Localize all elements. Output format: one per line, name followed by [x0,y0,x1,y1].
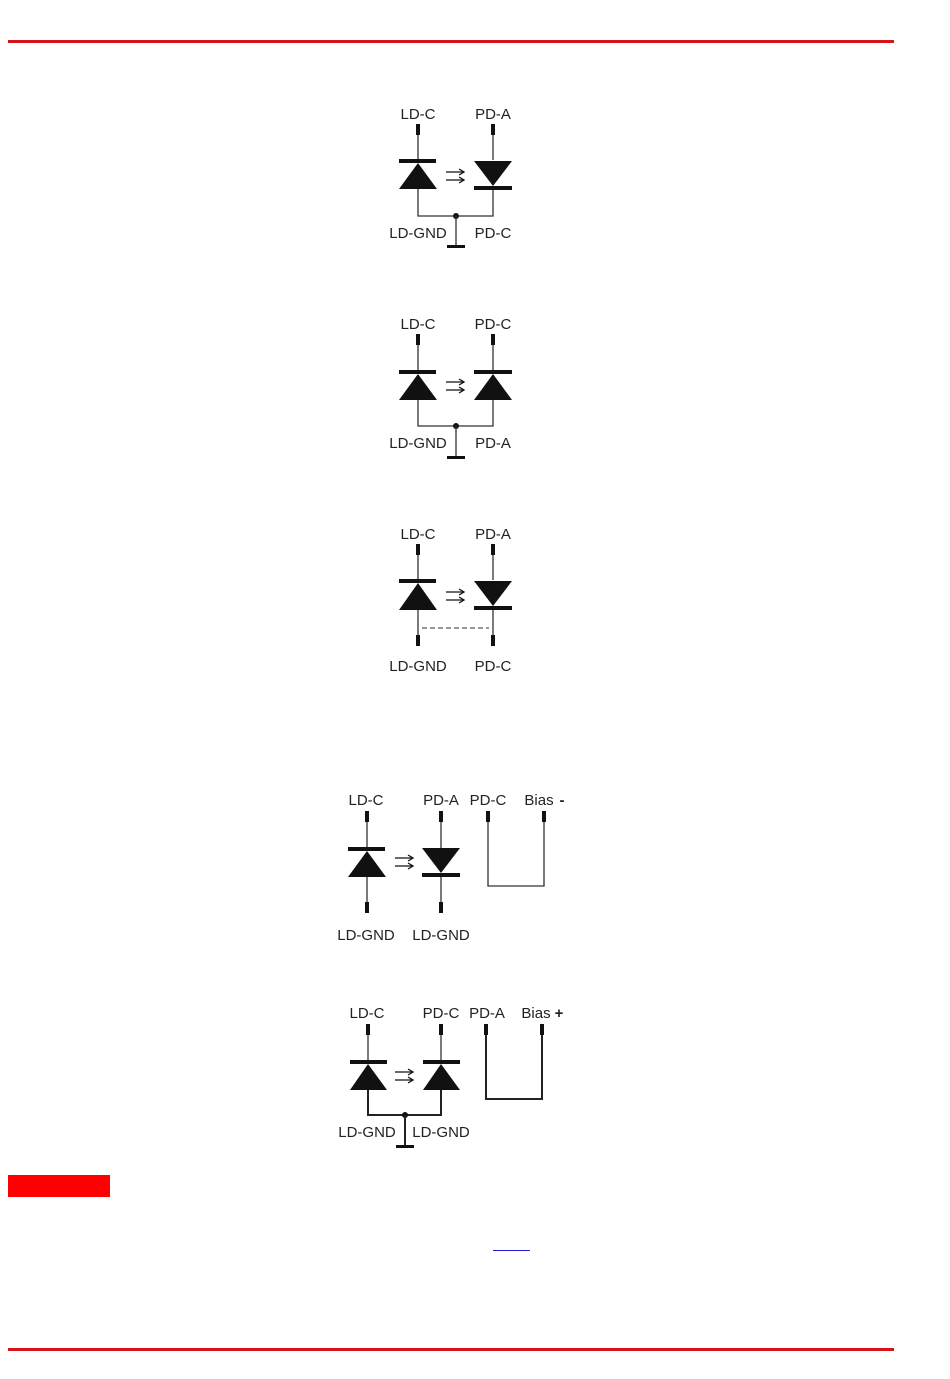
label-bias-neg: Bias [524,792,554,809]
label-pd-c: PD-C [474,658,512,675]
hyperlink-underline[interactable] [493,1250,530,1251]
light-arrows-icon [446,589,464,603]
diagram-1 [389,106,512,248]
label-pd-a: PD-A [475,106,511,123]
label-ld-c: LD-C [349,1005,385,1022]
label-pd-c: PD-C [422,1005,460,1022]
ground-icon [447,456,465,459]
section-tab [8,1175,110,1197]
ground-icon [447,245,465,248]
label-ld-c: LD-C [348,792,384,809]
photodiode-symbol [474,161,512,190]
diagram-5 [338,1005,563,1148]
bias-neg-sign: - [559,792,565,809]
label-pd-c: PD-C [469,792,507,809]
diagram-2 [389,316,512,459]
laser-diode-symbol [348,847,386,877]
label-ld-gnd: LD-GND [337,927,395,944]
label-pd-a: PD-A [475,435,511,452]
photodiode-symbol [422,848,460,877]
light-arrows-icon [395,1069,413,1083]
label-ld-gnd: LD-GND [412,1124,470,1141]
label-ld-gnd: LD-GND [338,1124,396,1141]
light-arrows-icon [446,379,464,393]
bottom-rule [8,1348,894,1351]
laser-diode-symbol [399,159,437,189]
light-arrows-icon [395,855,413,869]
label-pd-a: PD-A [475,526,511,543]
photodiode-symbol [474,581,512,610]
label-ld-gnd: LD-GND [389,658,447,675]
label-ld-gnd: LD-GND [389,225,447,242]
laser-diode-symbol [350,1060,387,1090]
photodiode-symbol [474,370,512,400]
label-pd-c: PD-C [474,316,512,333]
label-pd-a: PD-A [469,1005,505,1022]
label-pd-a: PD-A [423,792,459,809]
label-ld-c: LD-C [400,106,436,123]
bias-link [488,822,544,886]
bias-pos-sign: + [554,1005,564,1022]
light-arrows-icon [446,169,464,183]
label-bias-pos: Bias [521,1005,551,1022]
laser-diode-symbol [399,370,437,400]
bias-link [486,1035,542,1099]
label-pd-c: PD-C [474,225,512,242]
diagram-4 [337,792,564,944]
photodiode-symbol [423,1060,460,1090]
laser-diode-symbol [399,579,437,610]
label-ld-c: LD-C [400,316,436,333]
label-ld-gnd: LD-GND [389,435,447,452]
label-ld-c: LD-C [400,526,436,543]
diagram-3 [389,526,512,675]
label-ld-gnd: LD-GND [412,927,470,944]
ground-icon [396,1145,414,1148]
